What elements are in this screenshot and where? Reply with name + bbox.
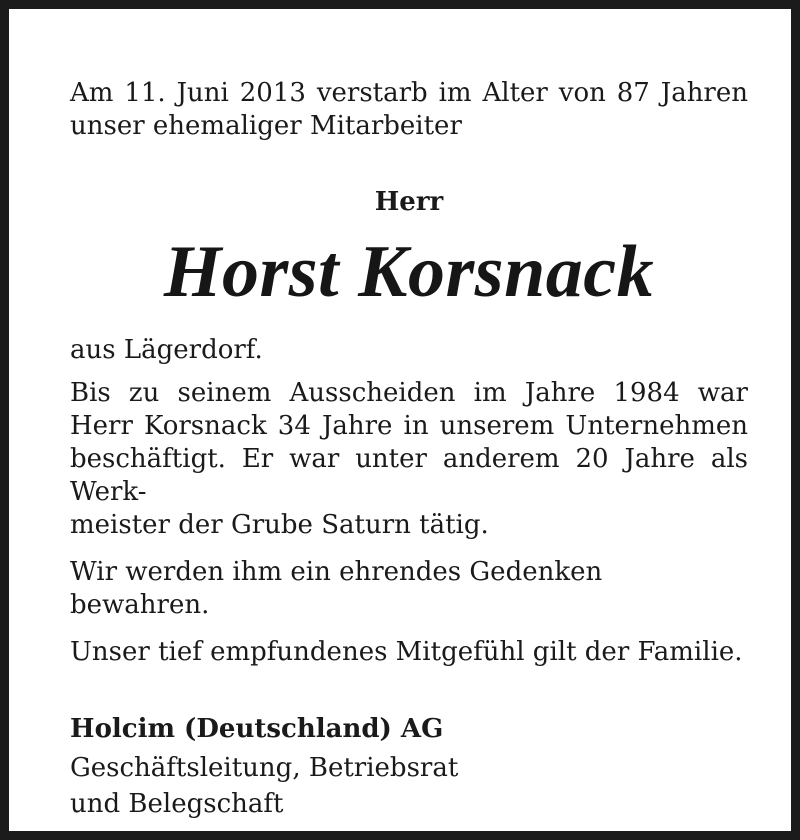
- remembrance-text: Wir werden ihm ein ehrendes Gedenken bewahren.: [70, 557, 603, 620]
- tenure-line-1: Bis zu seinem Ausscheiden im Jahre 1984 war: [70, 378, 748, 408]
- intro-line-2: unser ehemaliger Mitarbeiter: [70, 111, 462, 141]
- obituary-content: [70, 77, 748, 822]
- intro-line-1: Am 11. Juni 2013 verstarb im Alter von 87 Jahren: [70, 78, 748, 108]
- tenure-line-2: Herr Korsnack 34 Jahre in unserem Unternehmen: [70, 411, 748, 441]
- tenure-line-4: meister der Grube Saturn tätig.: [70, 510, 489, 540]
- intro-text: [70, 77, 748, 143]
- origin-text: aus Lägerdorf.: [70, 335, 263, 365]
- tenure-paragraph: [70, 377, 748, 542]
- title-prefix: Herr: [374, 187, 444, 217]
- signatories-line-1: Geschäftsleitung, Betriebsrat: [70, 753, 459, 783]
- deceased-name: Horst Korsnack: [163, 231, 655, 313]
- tenure-line-3: beschäftigt. Er war unter anderem 20 Jahre als Werk-: [70, 444, 748, 507]
- company-name: Holcim (Deutschland) AG: [70, 714, 444, 744]
- signatories-line-2: und Belegschaft: [70, 789, 284, 819]
- signatories: [70, 750, 748, 822]
- condolence-text: Unser tief empfundenes Mitgefühl gilt der Familie.: [70, 637, 743, 667]
